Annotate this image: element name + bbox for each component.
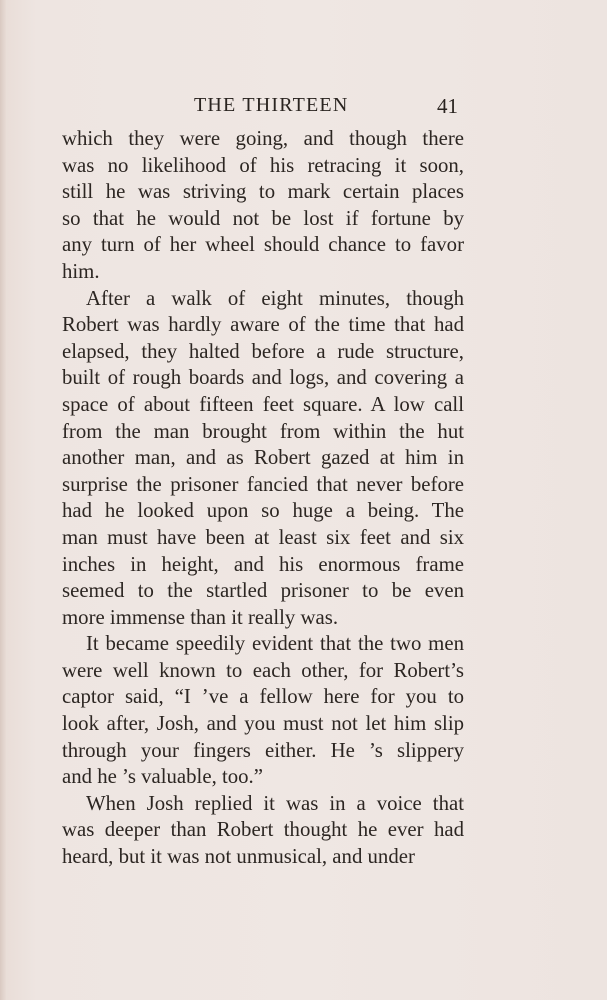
text-line: another man, and as Robert gazed at him in xyxy=(62,446,464,470)
body-text xyxy=(62,126,464,871)
text-line: was deeper than Robert thought he ever had xyxy=(62,818,464,842)
text-line: which they were going, and though there xyxy=(62,127,464,150)
text-line: When Josh replied it was in a voice that xyxy=(86,791,464,815)
text-line: elapsed, they halted before a rude structure, xyxy=(62,339,464,363)
text-line: After a walk of eight minutes, though xyxy=(86,286,464,310)
text-line: through your fingers either. He ’s slippery xyxy=(62,738,464,762)
page-edge xyxy=(0,0,6,1000)
text-line: seemed to the startled prisoner to be even xyxy=(62,579,464,603)
text-line: him. xyxy=(62,259,100,283)
text-line: surprise the prisoner fancied that never before xyxy=(62,472,464,496)
text-line: was no likelihood of his retracing it soon, xyxy=(62,153,464,177)
text-line: had he looked upon so huge a being. The xyxy=(62,499,464,523)
text-line: and he ’s valuable, too.” xyxy=(62,765,263,789)
text-line: from the man brought from within the hut xyxy=(62,419,464,443)
text-line: It became speedily evident that the two men xyxy=(86,632,464,656)
text-line: space of about fifteen feet square. A low call xyxy=(62,392,464,416)
text-line: Robert was hardly aware of the time that had xyxy=(62,313,464,337)
page-number: 41 xyxy=(437,94,458,118)
text-line: built of rough boards and logs, and covering a xyxy=(62,366,464,390)
text-line: look after, Josh, and you must not let him slip xyxy=(62,712,464,736)
text-line: so that he would not be lost if fortune by xyxy=(62,206,464,230)
text-line: heard, but it was not unmusical, and under xyxy=(62,845,415,869)
paragraph xyxy=(62,286,464,632)
text-line: were well known to each other, for Robert’s xyxy=(62,658,464,682)
running-title: THE THIRTEEN xyxy=(194,94,349,116)
paragraph xyxy=(62,631,464,791)
paragraph xyxy=(62,126,464,286)
text-line: inches in height, and his enormous frame xyxy=(62,552,464,576)
text-line: more immense than it really was. xyxy=(62,605,339,629)
text-line: still he was striving to mark certain places xyxy=(62,180,464,204)
text-line: any turn of her wheel should chance to favor xyxy=(62,233,464,257)
paragraph xyxy=(62,791,464,871)
text-line: captor said, “I ’ve a fellow here for you to xyxy=(62,685,464,709)
page-header xyxy=(62,94,464,124)
text-line: man must have been at least six feet and six xyxy=(62,525,464,549)
